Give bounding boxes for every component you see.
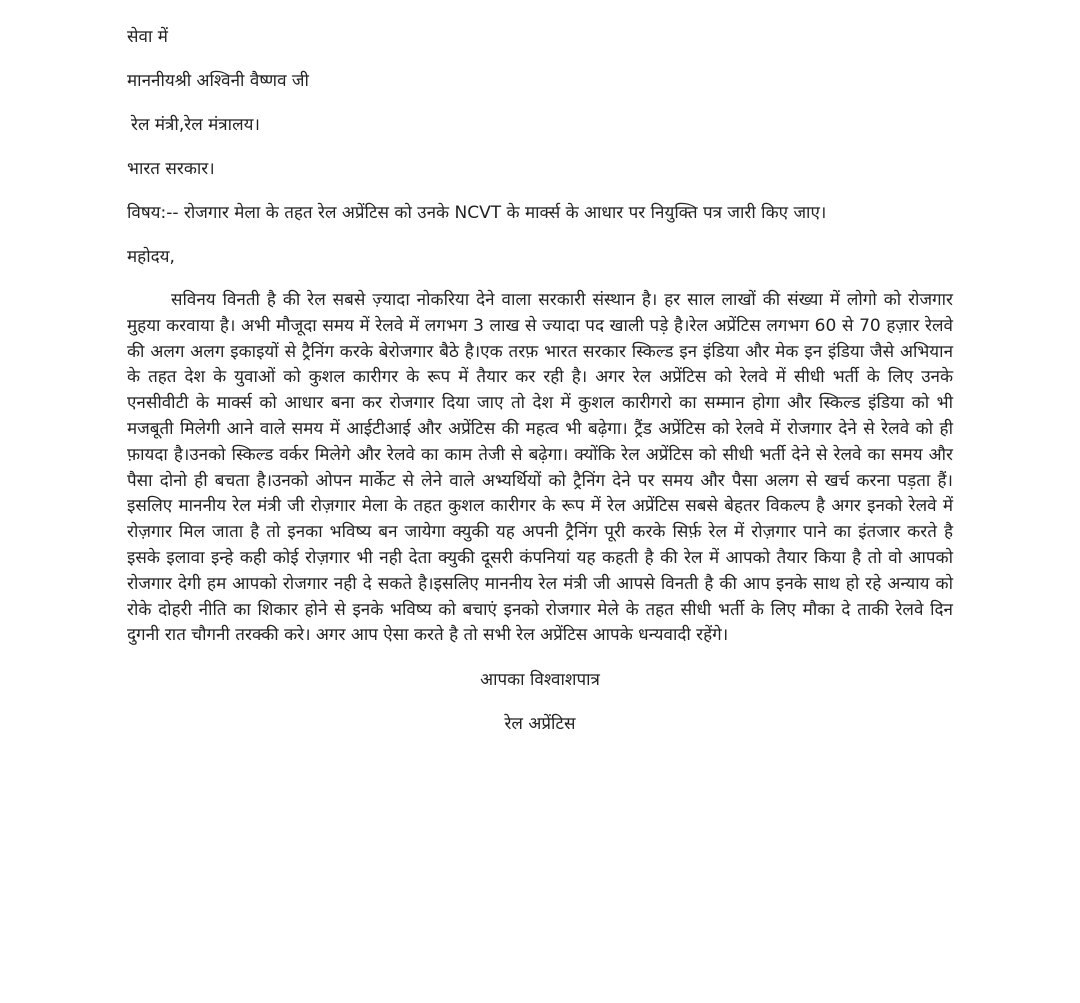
letter-body: सविनय विनती है की रेल सबसे ज़्यादा नोकरिया देने वाला सरकारी संस्थान है। हर साल लाखों की संख्या में लोगो को रोजगार मुहया करवाया है। अभी मौजूदा समय में रेलवे में लगभग 3 लाख से ज्यादा पद खाली पड़े है।रेल अप्रेंटिस लगभग 60 से 70 हज़ार रेलवे की अलग अलग इकाइयों से ट्रैनिंग करके बेरोजगार बैठे है।एक तरफ़ भारत सरकार स्किल्ड इन इंडिया और मेक इन इंडिया जैसे अभियान के तहत देश के युवाओं को कुशल कारीगर के रूप में तैयार कर रही है। अगर रेल अप्रेंटिस को रेलवे में सीधी भर्ती के लिए उनके एनसीवीटी के मार्क्स को आधार बना कर रोजगार दिया जाए तो देश में कुशल कारीगरो का सम्मान होगा और स्किल्ड इंडिया को भी मजबूती मिलेगी आने वाले समय में आईटीआई और अप्रेंटिस की महत्व भी बढ़ेगा। ट्रैंड अप्रेंटिस को रेलवे में रोजगार देने से रेलवे को ही फ़ायदा है।उनको स्किल्ड वर्कर मिलेगे और रेलवे का काम तेजी से बढ़ेगा। क्योंकि रेल अप्रेंटिस को सीधी भर्ती देने से रेलवे का समय और पैसा दोनो ही बचता है।उनको ओपन मार्केट से लेने वाले अभ्यर्थियों को ट्रैनिंग देने पर समय और पैसा अलग से खर्च करना पड़ता हैं।इसलिए माननीय रेल मंत्री जी रोज़गार मेला के तहत कुशल कारीगर के रूप में रेल अप्रेंटिस सबसे बेहतर विकल्प है अगर इनको रेलवे में रोज़गार मिल जाता है तो इनका भविष्य बन जायेगा क्युकी यह अपनी ट्रैनिंग पूरी करके सिर्फ़ रेल में रोज़गार पाने का इंतजार करते है इसके इलावा इन्हे कही कोई रोज़गार भी नही देता क्युकी दूसरी कंपनियां यह कहती है की रेल में आपको तैयार किया है तो वो आपको रोजगार देगी हम आपको रोजगार नही दे सकते है।इसलिए माननीय रेल मंत्री जी आपसे विनती है की आप इनके साथ हो रहे अन्याय को रोके दोहरी नीति का शिकार होने से इनके भविष्य को बचाएं इनको रोजगार मेले के तहत सीधी भर्ती के लिए मौका दे ताकी रेलवे दिन दुगनी रात चौगनी तरक्की करे। अगर आप ऐसा करते है तो सभी रेल अप्रेंटिस आपके धन्यवादी रहेंगे। <box>127 290 953 646</box>
letter-page <box>127 24 953 755</box>
greeting: महोदय, <box>127 247 175 267</box>
recipient-post: रेल मंत्री,रेल मंत्रालय। <box>131 115 260 135</box>
sender-signature: रेल अप्रेंटिस <box>504 714 576 735</box>
salutation-to: सेवा में <box>127 27 168 47</box>
recipient-name: माननीयश्री अश्विनी वैष्णव जी <box>127 71 309 91</box>
subject-line: विषय:-- रोजगार मेला के तहत रेल अप्रेंटिस को उनके NCVT के मार्क्स के आधार पर नियुक्ति पत्र जारी किए जाए। <box>127 203 827 223</box>
recipient-org: भारत सरकार। <box>127 159 215 179</box>
closing: आपका विश्वाशपात्र <box>480 670 600 691</box>
